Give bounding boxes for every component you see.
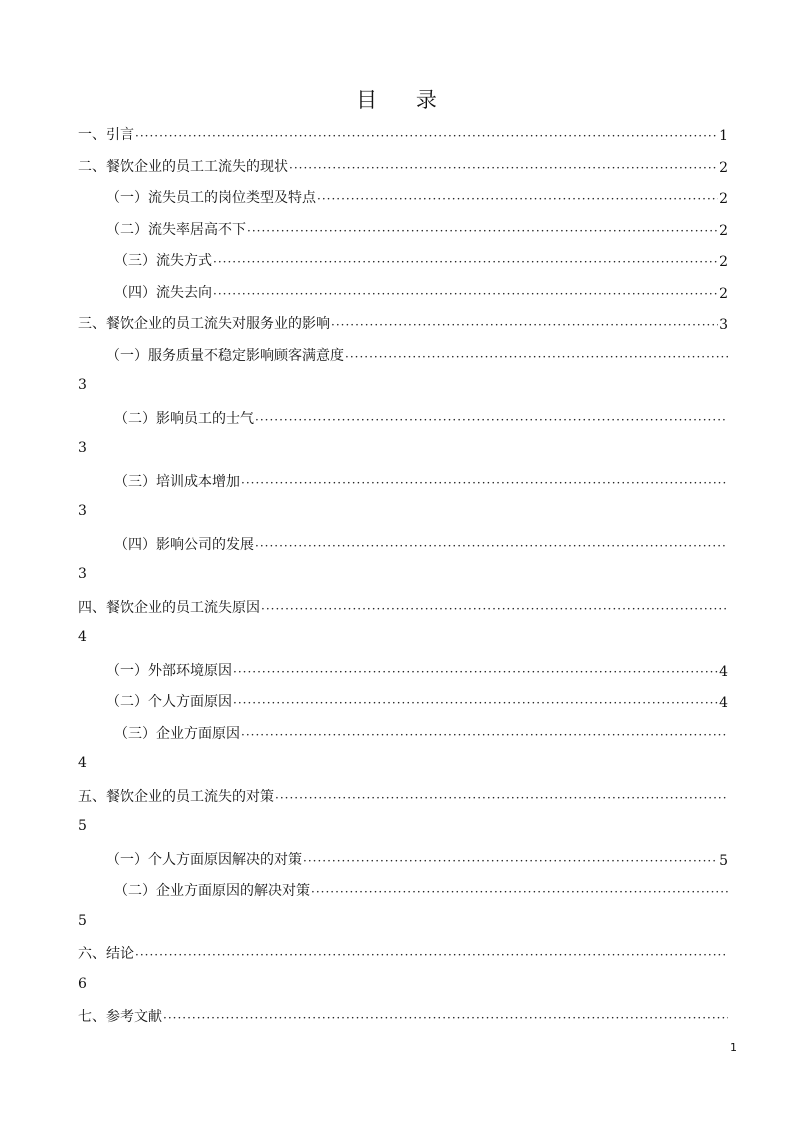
toc-entry-label: 三、餐饮企业的员工流失对服务业的影响 — [78, 313, 331, 333]
toc-leader-dots — [255, 412, 728, 428]
toc-leader-dots — [233, 695, 718, 711]
toc-entry[interactable] — [78, 185, 728, 217]
toc-entry-label: （一）服务质量不稳定影响顾客满意度 — [106, 345, 345, 365]
toc-entry[interactable] — [78, 122, 728, 154]
toc-entry-page: 4 — [78, 629, 87, 645]
toc-entry-label: （三）企业方面原因 — [114, 723, 241, 743]
toc-title: 目 录 — [356, 88, 453, 112]
toc-entry[interactable] — [78, 847, 728, 879]
toc-entry[interactable] — [78, 532, 728, 564]
toc-entry[interactable] — [78, 406, 728, 438]
toc-entry-label: 七、参考文献 — [78, 1006, 163, 1026]
toc-entry-label: （一）外部环境原因 — [106, 660, 233, 680]
toc-leader-dots — [331, 317, 718, 333]
toc-leader-dots — [275, 790, 728, 806]
toc-entry-page: 3 — [78, 566, 87, 582]
toc-entry-page: 3 — [78, 440, 87, 456]
toc-leader-dots — [289, 160, 718, 176]
toc-leader-dots — [213, 286, 718, 302]
toc-entry[interactable] — [78, 469, 728, 501]
toc-entry-label: 五、餐饮企业的员工流失的对策 — [78, 786, 275, 806]
toc-entry-label: 二、餐饮企业的员工工流失的现状 — [78, 156, 289, 176]
toc-entry[interactable] — [78, 721, 728, 753]
toc-entry-page: 2 — [719, 285, 728, 302]
toc-entry-page: 2 — [719, 191, 728, 207]
toc-entry-label: （二）个人方面原因 — [106, 691, 233, 711]
toc-entry-label: 四、餐饮企业的员工流失原因 — [78, 597, 261, 617]
toc-entry[interactable] — [78, 1004, 728, 1036]
toc-entry-page: 5 — [719, 852, 728, 869]
toc-entry-page: 2 — [719, 254, 728, 270]
toc-leader-dots — [345, 349, 728, 365]
toc-entry-page: 3 — [719, 317, 728, 333]
toc-entry-label: （一）个人方面原因解决的对策 — [106, 849, 303, 869]
toc-leader-dots — [135, 947, 728, 963]
toc-entry-label: （四）影响公司的发展 — [114, 534, 255, 554]
toc-entry-label: （三）培训成本增加 — [114, 471, 241, 491]
toc-entry-page: 4 — [78, 755, 87, 771]
toc-entry-label: （二）企业方面原因的解决对策 — [114, 880, 311, 900]
toc-entry[interactable] — [78, 689, 728, 721]
toc-entry-label: 一、引言 — [78, 124, 135, 144]
toc-entry-label: （一）流失员工的岗位类型及特点 — [106, 187, 317, 207]
toc-leader-dots — [311, 884, 728, 900]
toc-entry-label: （二）流失率居高不下 — [106, 219, 247, 239]
toc-entry-page: 3 — [78, 377, 87, 393]
toc-entry-page: 5 — [78, 818, 87, 834]
toc-leader-dots — [233, 664, 718, 680]
toc-entry[interactable] — [78, 784, 728, 816]
toc-entry-label: （二）影响员工的士气 — [114, 408, 255, 428]
toc-entry-page: 2 — [719, 159, 728, 176]
toc-leader-dots — [247, 223, 718, 239]
toc-leader-dots — [303, 853, 718, 869]
toc-entry[interactable] — [78, 154, 728, 186]
toc-entry-page: 1 — [719, 128, 728, 144]
footer-page-number: 1 — [730, 1041, 737, 1054]
toc-leader-dots — [213, 254, 718, 270]
toc-entry[interactable] — [78, 248, 728, 280]
toc-entry-label: 六、结论 — [78, 943, 135, 963]
toc-entry-page: 4 — [719, 663, 728, 680]
toc-entry[interactable] — [78, 878, 728, 910]
toc-entry[interactable] — [78, 217, 728, 249]
toc-leader-dots — [135, 128, 718, 144]
toc-entry-label: （四）流失去向 — [114, 282, 213, 302]
toc-leader-dots — [317, 191, 718, 207]
toc-entry-page: 6 — [78, 975, 87, 992]
toc-entry[interactable] — [78, 941, 728, 973]
table-of-contents — [78, 122, 728, 1036]
toc-leader-dots — [261, 601, 728, 617]
toc-entry[interactable] — [78, 343, 728, 375]
toc-entry[interactable] — [78, 311, 728, 343]
toc-entry-label: （三）流失方式 — [114, 250, 213, 270]
toc-entry[interactable] — [78, 595, 728, 627]
toc-leader-dots — [241, 475, 728, 491]
toc-leader-dots — [163, 1010, 728, 1026]
toc-entry-page: 2 — [719, 222, 728, 239]
toc-leader-dots — [241, 727, 728, 743]
toc-entry[interactable] — [78, 280, 728, 312]
toc-entry-page: 5 — [78, 912, 87, 929]
toc-entry-page: 3 — [78, 503, 87, 519]
toc-entry-page: 4 — [719, 695, 728, 711]
toc-leader-dots — [255, 538, 728, 554]
toc-entry[interactable] — [78, 658, 728, 690]
